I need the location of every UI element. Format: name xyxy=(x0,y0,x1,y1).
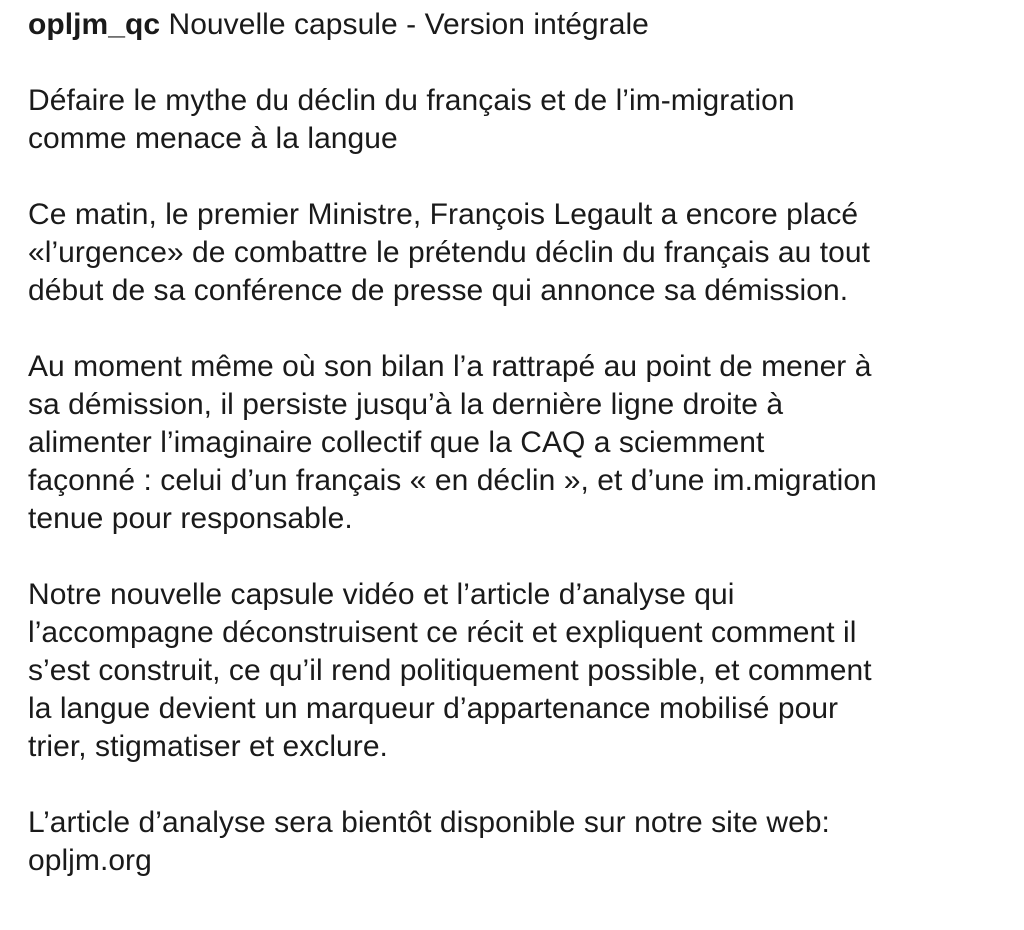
caption-line: la langue devient un marqueur d’appartenance mobilisé pour xyxy=(28,692,839,725)
closing-text: L’article d’analyse sera bientôt disponible sur notre site web: xyxy=(28,806,830,839)
caption-line: début de sa conférence de presse qui annonce sa démission. xyxy=(28,274,849,307)
caption-line: tenue pour responsable. xyxy=(28,502,353,535)
caption-line: trier, stigmatiser et exclure. xyxy=(28,730,388,763)
caption-line: sa démission, il persiste jusqu’à la dernière ligne droite à xyxy=(28,388,784,421)
caption-line: Notre nouvelle capsule vidéo et l’article d’analyse qui xyxy=(28,578,735,611)
caption-line: Au moment même où son bilan l’a rattrapé au point de mener à xyxy=(28,350,872,383)
caption-paragraph-4 xyxy=(28,576,1003,766)
caption-paragraph-3 xyxy=(28,348,1003,538)
caption-line: Ce matin, le premier Ministre, François Legault a encore placé xyxy=(28,198,859,231)
username-link[interactable]: opljm_qc xyxy=(28,8,161,41)
caption-line: s’est construit, ce qu’il rend politiquement possible, et comment xyxy=(28,654,872,687)
caption-line: comme menace à la langue xyxy=(28,122,398,155)
post-caption xyxy=(28,6,1003,880)
caption-line: l’accompagne déconstruisent ce récit et expliquent comment il xyxy=(28,616,857,649)
caption-paragraph-1 xyxy=(28,82,1003,158)
caption-line: façonné : celui d’un français « en déclin », et d’une im.migration xyxy=(28,464,877,497)
caption-line: alimenter l’imaginaire collectif que la CAQ a sciemment xyxy=(28,426,765,459)
caption-paragraph-2 xyxy=(28,196,1003,310)
caption-closing xyxy=(28,804,1003,880)
caption-title: Nouvelle capsule - Version intégrale xyxy=(168,8,649,41)
caption-line: Défaire le mythe du déclin du français et de l’im-migration xyxy=(28,84,795,117)
caption-line: «l’urgence» de combattre le prétendu déclin du français au tout xyxy=(28,236,871,269)
caption-header xyxy=(28,6,1003,44)
website-link[interactable]: opljm.org xyxy=(28,844,152,877)
